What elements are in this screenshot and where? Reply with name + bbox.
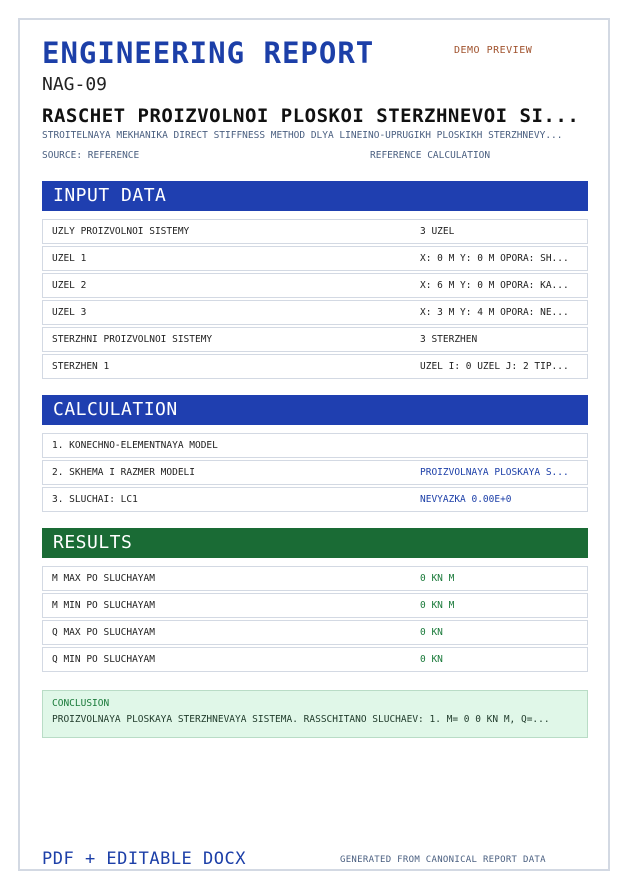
- table-row: [42, 487, 588, 512]
- row-value: NEVYAZKA 0.00E+0: [420, 494, 512, 505]
- row-value: UZEL I: 0 UZEL J: 2 TIP...: [420, 361, 569, 372]
- report-heading: ENGINEERING REPORT: [42, 36, 375, 70]
- calculation-heading: CALCULATION: [42, 395, 588, 425]
- row-value: X: 6 M Y: 0 M OPORA: KA...: [420, 280, 569, 291]
- row-label: 1. KONECHNO-ELEMENTNAYA MODEL: [52, 440, 218, 451]
- row-label: UZLY PROIZVOLNOI SISTEMY: [52, 226, 190, 237]
- report-code: NAG-09: [42, 74, 108, 95]
- export-formats-label: PDF + EDITABLE DOCX: [42, 849, 246, 869]
- row-value: 3 UZEL: [420, 226, 455, 237]
- table-row: [42, 327, 588, 352]
- table-row: [42, 593, 588, 618]
- row-label: 3. SLUCHAI: LC1: [52, 494, 138, 505]
- row-label: STERZHNI PROIZVOLNOI SISTEMY: [52, 334, 213, 345]
- row-label: STERZHEN 1: [52, 361, 110, 372]
- row-label: M MIN PO SLUCHAYAM: [52, 600, 155, 611]
- conclusion-text: PROIZVOLNAYA PLOSKAYA STERZHNEVAYA SISTEMA. RASSCHITANO SLUCHAEV: 1. M= 0 0 KN M, Q=...: [52, 714, 550, 725]
- table-row: [42, 354, 588, 379]
- row-label: 2. SKHEMA I RAZMER MODELI: [52, 467, 195, 478]
- table-row: [42, 460, 588, 485]
- input-data-heading: INPUT DATA: [42, 181, 588, 211]
- row-label: M MAX PO SLUCHAYAM: [52, 573, 155, 584]
- table-row: [42, 620, 588, 645]
- table-row: [42, 647, 588, 672]
- table-row: [42, 433, 588, 458]
- report-page: [18, 18, 610, 871]
- table-row: [42, 300, 588, 325]
- row-value: X: 0 M Y: 0 M OPORA: SH...: [420, 253, 569, 264]
- table-row: [42, 566, 588, 591]
- table-row: [42, 219, 588, 244]
- reference-label: REFERENCE CALCULATION: [370, 150, 491, 161]
- generated-note: GENERATED FROM CANONICAL REPORT DATA: [340, 855, 546, 865]
- row-value: 0 KN: [420, 654, 443, 665]
- row-value: PROIZVOLNAYA PLOSKAYA S...: [420, 467, 569, 478]
- row-label: UZEL 1: [52, 253, 87, 264]
- demo-badge: DEMO PREVIEW: [454, 45, 533, 56]
- results-section: [42, 528, 588, 674]
- row-value: 3 STERZHEN: [420, 334, 478, 345]
- row-value: 0 KN M: [420, 573, 455, 584]
- document-subtitle: STROITELNAYA MEKHANIKA DIRECT STIFFNESS METHOD DLYA LINEINO-UPRUGIKH PLOSKIKH STERZHNEVY...: [42, 130, 563, 141]
- conclusion-label: CONCLUSION: [52, 698, 110, 709]
- source-label: SOURCE: REFERENCE: [42, 150, 140, 161]
- input-data-section: [42, 181, 588, 381]
- document-title: RASCHET PROIZVOLNOI PLOSKOI STERZHNEVOI SI...: [42, 105, 580, 127]
- row-label: UZEL 2: [52, 280, 87, 291]
- row-label: Q MAX PO SLUCHAYAM: [52, 627, 155, 638]
- table-row: [42, 273, 588, 298]
- conclusion-box: [42, 690, 588, 738]
- calculation-section: [42, 395, 588, 514]
- row-value: 0 KN M: [420, 600, 455, 611]
- row-value: X: 3 M Y: 4 M OPORA: NE...: [420, 307, 569, 318]
- row-label: UZEL 3: [52, 307, 87, 318]
- results-heading: RESULTS: [42, 528, 588, 558]
- row-value: 0 KN: [420, 627, 443, 638]
- row-label: Q MIN PO SLUCHAYAM: [52, 654, 155, 665]
- table-row: [42, 246, 588, 271]
